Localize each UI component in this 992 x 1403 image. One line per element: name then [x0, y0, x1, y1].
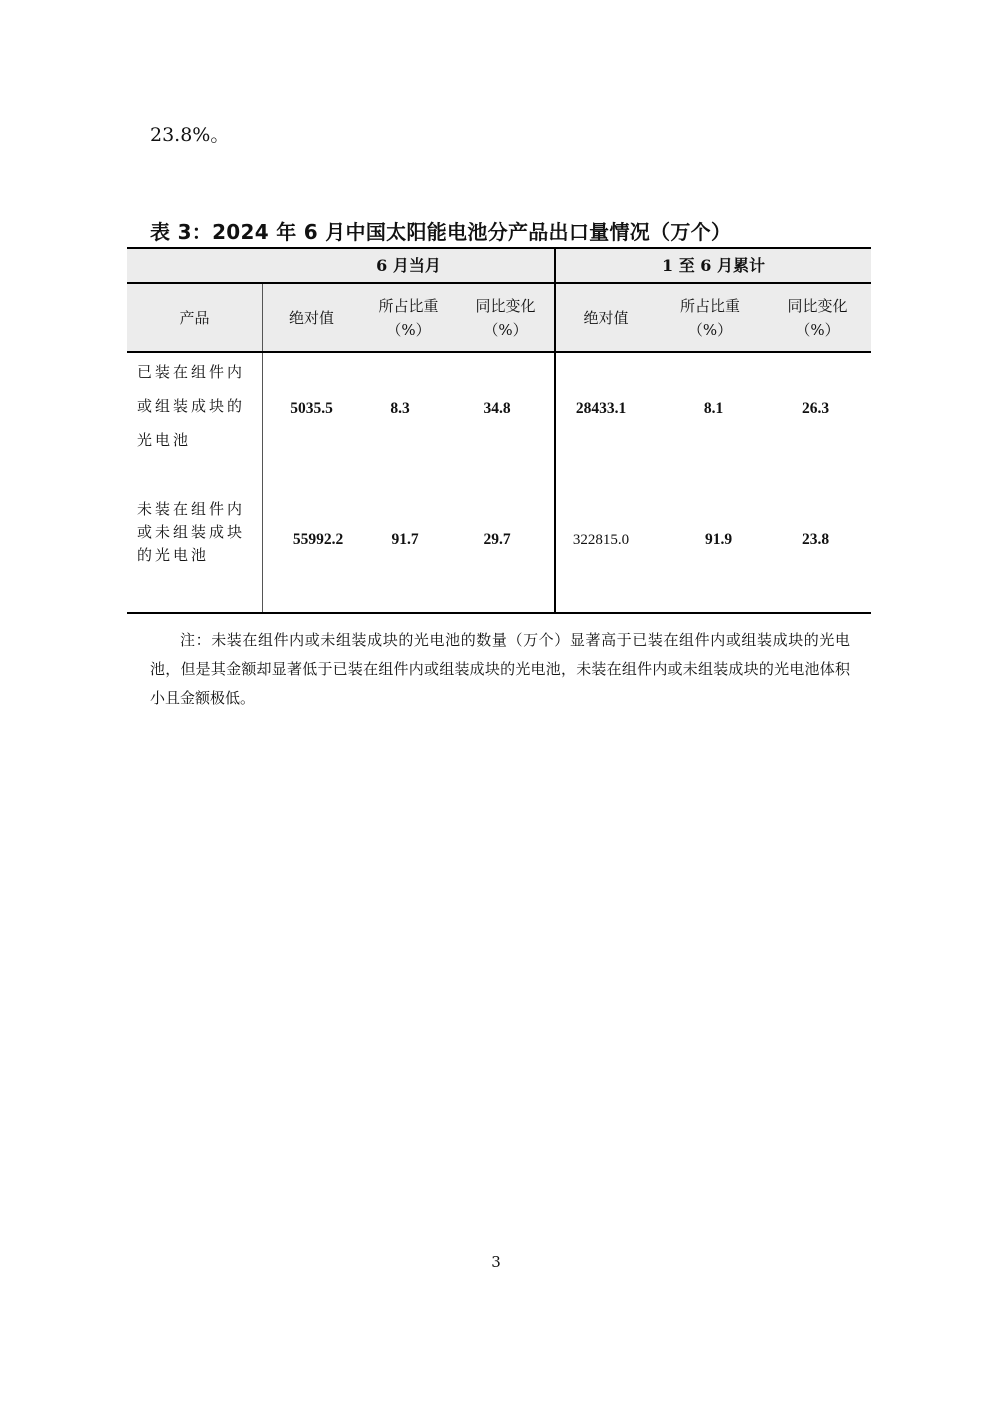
row1-month-yoy: 34.8: [483, 400, 511, 417]
yoy-label: 同比变化: [475, 296, 536, 315]
export-table: [127, 247, 871, 614]
row1-cum-share: 8.1: [703, 400, 724, 417]
share-label: 所占比重: [679, 296, 740, 315]
col-header-cum-share: [656, 284, 764, 351]
row2-cum-yoy: 23.8: [801, 531, 830, 548]
share-label: 所占比重: [378, 296, 439, 315]
col-header-month-absolute: 绝对值: [288, 308, 334, 327]
col-header-month-yoy: [457, 284, 554, 351]
page-number: 3: [491, 1253, 501, 1271]
row2-cum-absolute: 322815.0: [572, 532, 630, 548]
group-header-month: 6 月当月: [376, 255, 441, 275]
col-header-cum-absolute: 绝对值: [583, 308, 629, 327]
row2-month-absolute: 55992.2: [292, 531, 344, 548]
group-header-cumulative: 1 至 6 月累计: [662, 255, 765, 275]
row2-month-yoy: 29.7: [483, 531, 511, 548]
table-title: 表 3：2024 年 6 月中国太阳能电池分产品出口量情况（万个）: [150, 220, 732, 244]
yoy-unit: （%）: [483, 320, 528, 339]
bottom-rule: [127, 612, 871, 614]
row2-product: 未装在组件内或未组装成块的光电池: [137, 500, 246, 564]
yoy-label: 同比变化: [787, 296, 848, 315]
share-unit: （%）: [386, 320, 431, 339]
row1-cum-yoy: 26.3: [801, 400, 830, 417]
row1-month-share: 8.3: [390, 400, 410, 417]
col-header-product: 产品: [179, 308, 210, 327]
yoy-unit: （%）: [795, 320, 840, 339]
row1-product: 已装在组件内或组装成块的光电池: [137, 363, 246, 449]
intro-text: 23.8%。: [150, 124, 230, 146]
col-header-month-share: [360, 284, 457, 351]
row1-month-absolute: 5035.5: [290, 400, 333, 417]
col-header-cum-yoy: [764, 284, 871, 351]
row1-cum-absolute: 28433.1: [575, 400, 627, 417]
header-rule: [127, 351, 871, 353]
share-unit: （%）: [687, 320, 733, 339]
row2-cum-share: 91.9: [704, 531, 733, 548]
table-note: 注：未装在组件内或未组装成块的光电池的数量（万个）显著高于已装在组件内或组装成块的光电池，但是其金额却显著低于已装在组件内或组装成块的光电池，未装在组件内或未组装成块的光电池体积小且金额极低。: [150, 631, 850, 707]
row2-month-share: 91.7: [391, 531, 419, 548]
